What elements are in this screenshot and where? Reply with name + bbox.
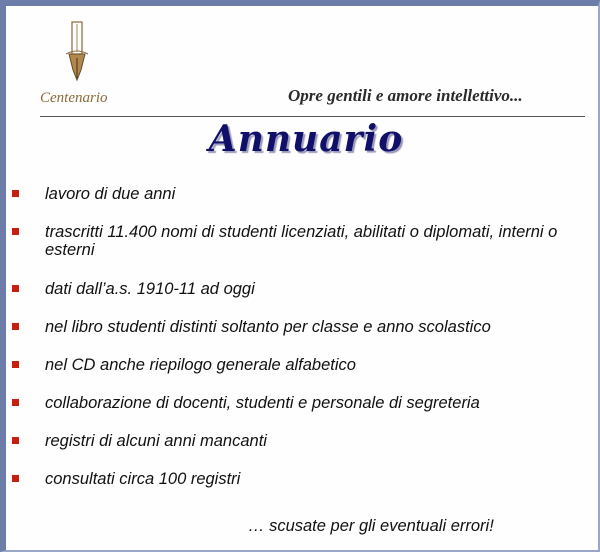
list-item — [10, 356, 595, 374]
square-bullet-icon — [12, 323, 19, 330]
square-bullet-icon — [12, 475, 19, 482]
closing-note: … scusate per gli eventuali errori! — [248, 517, 494, 535]
list-item-text: lavoro di due anni — [45, 185, 176, 203]
centenario-logo — [36, 18, 116, 110]
list-item-text: trascritti 11.400 nomi di studenti licenziati, abilitati o diplomati, interni o esterni — [45, 223, 558, 259]
square-bullet-icon — [12, 399, 19, 406]
tagline: Opre gentili e amore intellettivo... — [288, 86, 523, 105]
list-item — [10, 432, 595, 450]
list-item-text: consultati circa 100 registri — [45, 470, 241, 488]
square-bullet-icon — [12, 285, 19, 292]
list-item — [10, 185, 595, 203]
pen-nib-logo-icon — [36, 18, 116, 110]
list-item-text: collaborazione di docenti, studenti e personale di segreteria — [45, 394, 480, 412]
square-bullet-icon — [12, 228, 19, 235]
list-item-text: registri di alcuni anni mancanti — [45, 432, 267, 450]
logo-wordmark: Centenario — [40, 90, 108, 106]
page-title: Annuario — [208, 118, 404, 160]
list-item-text: nel libro studenti distinti soltanto per classe e anno scolastico — [45, 318, 491, 336]
bullet-list — [10, 185, 595, 488]
list-item-text: nel CD anche riepilogo generale alfabetico — [45, 356, 356, 374]
list-item — [10, 318, 595, 336]
square-bullet-icon — [12, 437, 19, 444]
list-item-text: dati dall’a.s. 1910-11 ad oggi — [45, 280, 255, 298]
list-item — [10, 223, 595, 259]
list-item — [10, 470, 595, 488]
list-item — [10, 280, 595, 298]
square-bullet-icon — [12, 190, 19, 197]
square-bullet-icon — [12, 361, 19, 368]
list-item — [10, 394, 595, 412]
header-divider — [40, 116, 585, 117]
